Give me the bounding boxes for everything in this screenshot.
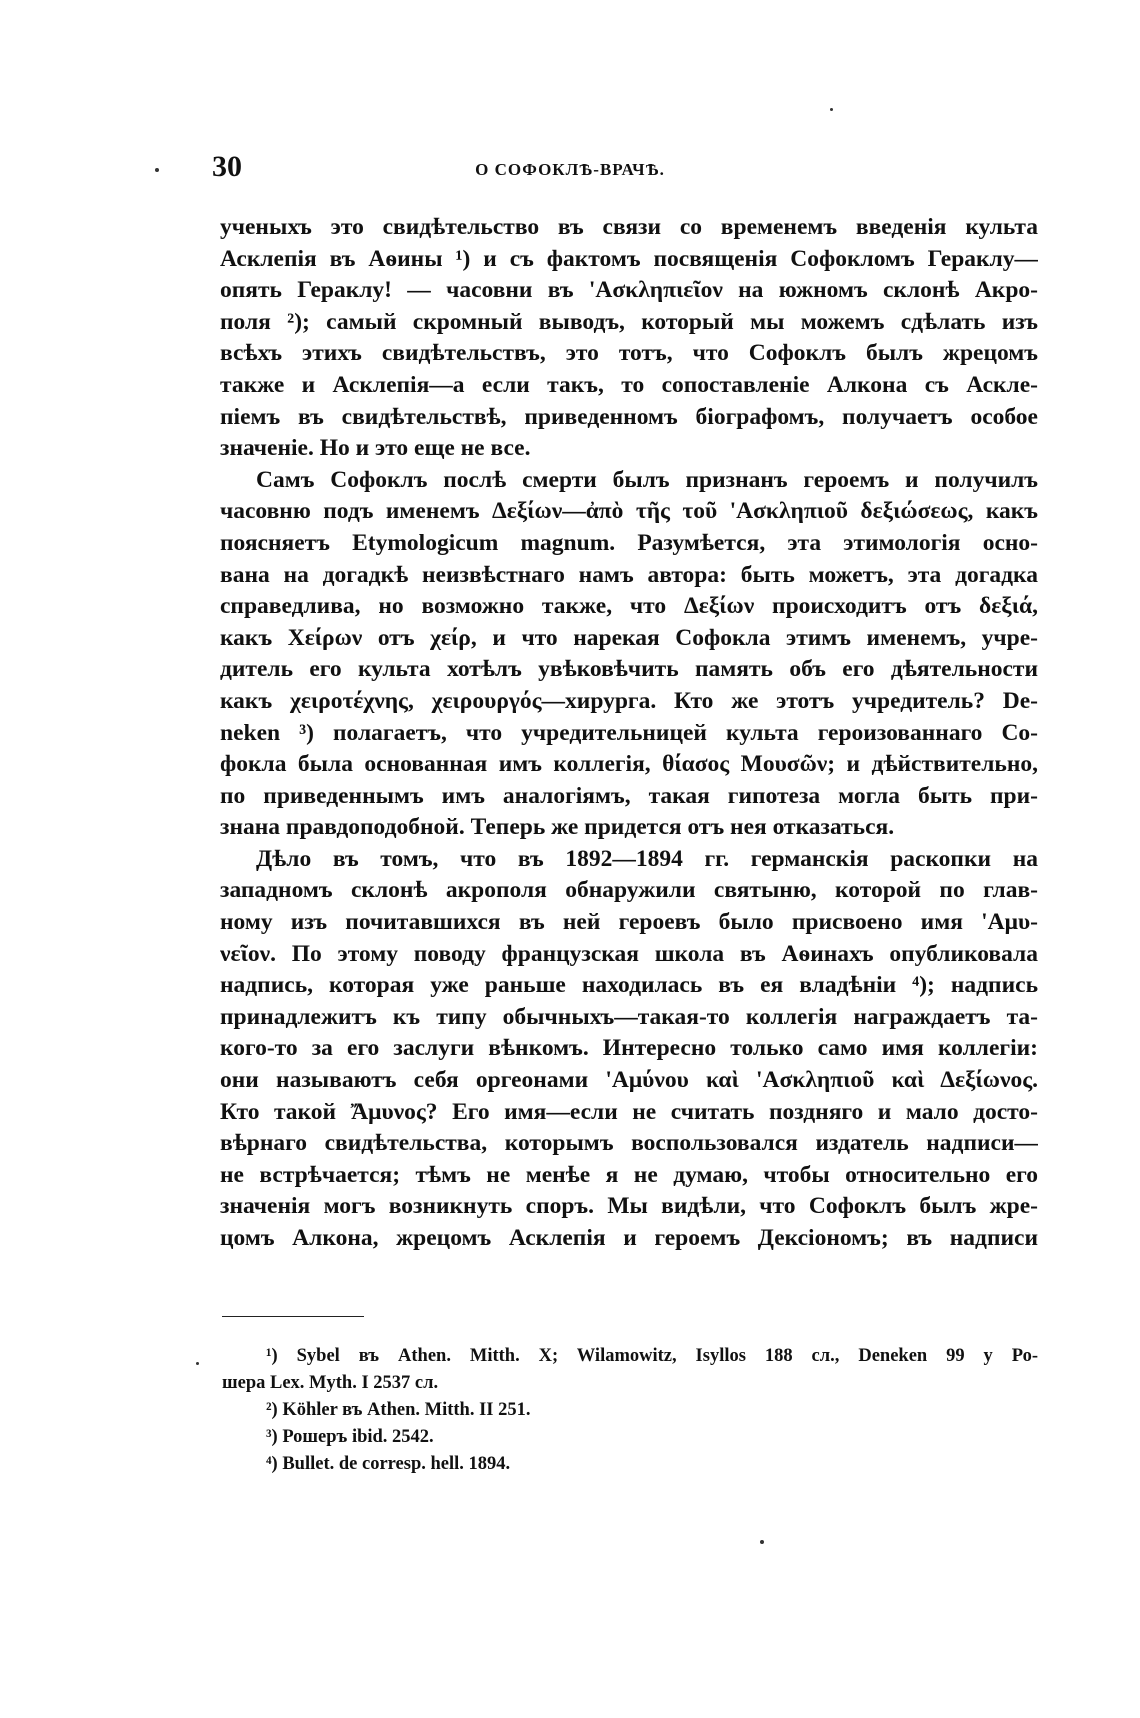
footnotes [222,1343,1038,1478]
text-line: поясняетъ Etymologicum magnum. Разумѣется, эта этимологія осно- [220,529,1038,556]
scan-speck [196,1362,199,1365]
text-line: западномъ склонѣ акрополя обнаружили святыню, которой по глав- [220,877,1038,904]
footnote-line: ³) Рошеръ ibid. 2542. [266,1427,434,1447]
text-line: ному изъ почитавшихся въ ней героевъ было присвоено имя 'Αμυ- [220,909,1038,936]
scan-speck [830,108,833,111]
text-line: опять Гераклу! — часовни въ 'Ασκληπιεῖον на южномъ склонѣ Акро- [220,277,1038,304]
footnote-line: шера Lex. Myth. I 2537 сл. [222,1373,439,1393]
text-line: они называютъ себя оргеонами 'Αμύνου καὶ 'Ασκληπιοῦ καὶ Δεξίωνος. [220,1067,1038,1094]
text-line: ученыхъ это свидѣтельство въ связи со временемъ введенія культа [220,214,1038,240]
text-line: по приведеннымъ имъ аналогіямъ, такая гипотеза могла быть при- [220,782,1038,809]
text-line: Самъ Софоклъ послѣ смерти былъ признанъ героемъ и получилъ [256,466,1038,493]
text-line: вѣрнаго свидѣтельства, которымъ воспользовался издатель надписи— [220,1130,1038,1157]
text-line: значенія могъ возникнуть споръ. Мы видѣли, что Софоклъ былъ жре- [220,1193,1038,1220]
text-line: принадлежитъ къ типу обычныхъ—такая-то коллегія награждаетъ та- [220,1003,1038,1030]
footnote-divider [222,1316,364,1317]
text-line: кого-то за его заслуги вѣнкомъ. Интересно только само имя коллегіи: [220,1035,1038,1062]
running-head: О СОФОКЛѢ-ВРАЧѢ. [475,160,665,179]
page-number: 30 [212,150,242,183]
text-line: Асклепія въ Аѳины ¹) и съ фактомъ посвященія Софокломъ Гераклу— [220,245,1038,272]
text-line: также и Асклепія—а если такъ, то сопоставленіе Алкона съ Аскле- [220,371,1038,398]
text-line: значеніе. Но и это еще не все. [220,435,531,462]
text-line: не встрѣчается; тѣмъ не менѣе я не думаю, чтобы относительно его [220,1161,1038,1188]
text-line: neken ³) полагаетъ, что учредительницей культа героизованнаго Со- [220,719,1038,746]
text-line: Дѣло въ томъ, что въ 1892—1894 гг. германскія раскопки на [256,845,1038,872]
footnote-line: ⁴) Bullet. de corresp. hell. 1894. [266,1454,511,1474]
text-line: какъ χειροτέχνης, χειρουργός—хирурга. Кто же этотъ учредитель? De- [220,687,1038,714]
text-line: знана правдоподобной. Теперь же придется отъ нея отказаться. [220,814,895,841]
text-line: фокла была основанная имъ коллегія, θίασος Μουσῶν; и дѣйствительно, [220,751,1038,778]
text-line: справедлива, но возможно также, что Δεξίων происходитъ отъ δεξιά, [220,593,1038,620]
footnote-line: ²) Köhler въ Athen. Mitth. II 251. [266,1400,531,1420]
text-line: цомъ Алкона, жрецомъ Асклепія и героемъ Дексіономъ; въ надписи [220,1225,1038,1251]
body-text [220,212,1038,1255]
text-line: надпись, которая уже раньше находилась въ ея владѣніи ⁴); надпись [220,972,1038,999]
footnote-line: ¹) Sybel въ Athen. Mitth. X; Wilamowitz, Isyllos 188 сл., Deneken 99 у Ро- [266,1346,1038,1366]
text-line: піемъ въ свидѣтельствѣ, приведенномъ біографомъ, получаетъ особое [220,403,1038,430]
text-line: всѣхъ этихъ свидѣтельствъ, это тотъ, что Софоклъ былъ жрецомъ [220,340,1038,367]
text-line: νεῖον. По этому поводу французская школа въ Аѳинахъ опубликовала [220,940,1038,967]
text-line: поля ²); самый скромный выводъ, который мы можемъ сдѣлать изъ [220,308,1038,335]
text-line: часовню подъ именемъ Δεξίων—ἀπὸ τῆς τοῦ 'Ασκληπιοῦ δεξιώσεως, какъ [220,498,1038,525]
text-line: вана на догадкѣ неизвѣстнаго намъ автора: быть можетъ, эта догадка [220,561,1038,588]
scan-speck [760,1540,764,1544]
text-line: какъ Χείρων отъ χείρ, и что нарекая Софокла этимъ именемъ, учре- [220,624,1038,651]
scan-speck [155,168,159,172]
text-line: Кто такой Ἄμυνος? Его имя—если не считать поздняго и мало досто- [220,1098,1038,1125]
text-line: дитель его культа хотѣлъ увѣковѣчить память объ его дѣятельности [220,656,1038,683]
